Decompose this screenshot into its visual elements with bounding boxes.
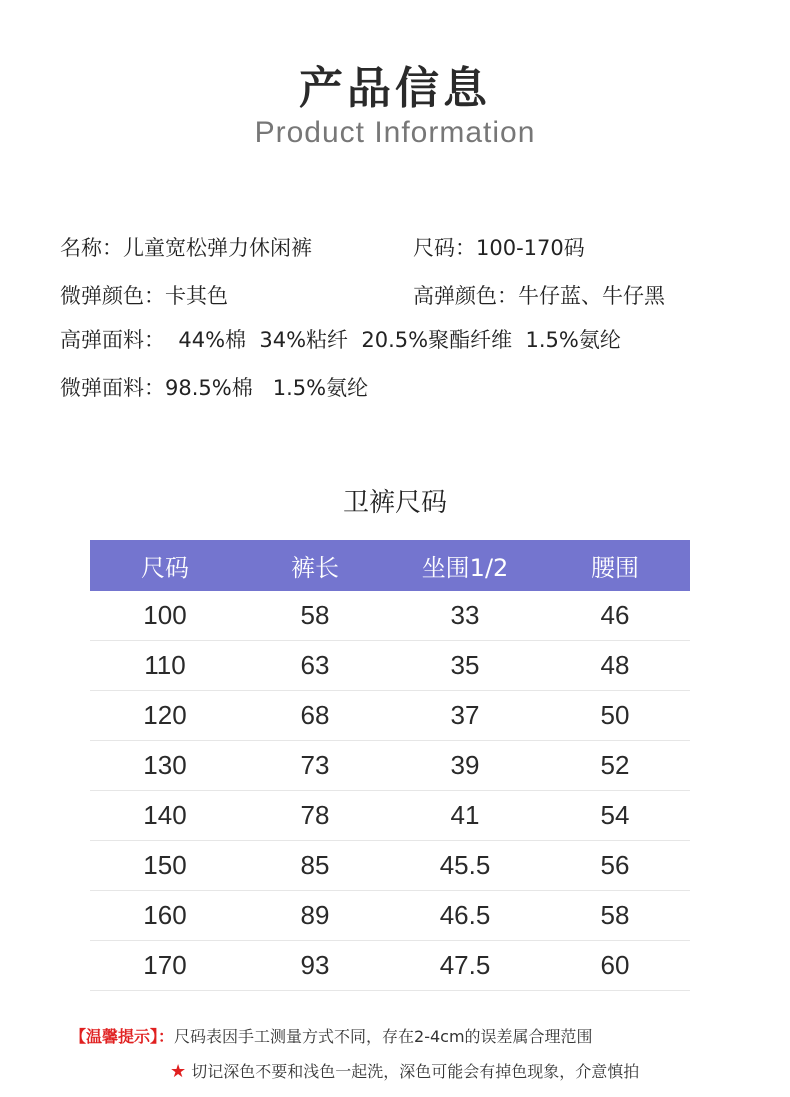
table-row (90, 841, 690, 891)
warm-tip-label: 【温馨提示】： (70, 1027, 175, 1046)
info-low-stretch-color: 微弹颜色：卡其色 (60, 284, 228, 308)
cell-waist: 54 (540, 791, 690, 841)
table-row (90, 691, 690, 741)
cell-size: 100 (90, 591, 240, 641)
cell-pants-length: 85 (240, 841, 390, 891)
cell-size: 140 (90, 791, 240, 841)
cell-half-hip: 37 (390, 691, 540, 741)
cell-waist: 50 (540, 691, 690, 741)
cell-waist: 58 (540, 891, 690, 941)
cell-waist: 52 (540, 741, 690, 791)
table-row (90, 641, 690, 691)
cell-pants-length: 89 (240, 891, 390, 941)
table-row (90, 591, 690, 641)
cell-pants-length: 73 (240, 741, 390, 791)
cell-waist: 56 (540, 841, 690, 891)
cell-waist: 48 (540, 641, 690, 691)
cell-size: 160 (90, 891, 240, 941)
cell-size: 130 (90, 741, 240, 791)
warm-tip (70, 1024, 593, 1047)
warm-tip-text: 尺码表因手工测量方式不同，存在2-4cm的误差属合理范围 (174, 1027, 593, 1046)
column-header: 裤长 (240, 540, 390, 591)
cell-size: 120 (90, 691, 240, 741)
column-header: 腰围 (540, 540, 690, 591)
cell-pants-length: 78 (240, 791, 390, 841)
cell-pants-length: 63 (240, 641, 390, 691)
size-table-header (90, 540, 690, 591)
table-row (90, 941, 690, 991)
info-low-stretch-fabric: 微弹面料：98.5%棉 1.5%氨纶 (60, 376, 369, 400)
table-row (90, 791, 690, 841)
cell-pants-length: 58 (240, 591, 390, 641)
size-table-title: 卫裤尺码 (342, 488, 447, 518)
table-row (90, 891, 690, 941)
column-header: 尺码 (90, 540, 240, 591)
cell-half-hip: 33 (390, 591, 540, 641)
cell-pants-length: 68 (240, 691, 390, 741)
cell-waist: 46 (540, 591, 690, 641)
cell-half-hip: 41 (390, 791, 540, 841)
info-high-stretch-fabric: 高弹面料： 44%棉 34%粘纤 20.5%聚酯纤维 1.5%氨纶 (60, 328, 621, 352)
wash-note (170, 1059, 639, 1082)
cell-half-hip: 46.5 (390, 891, 540, 941)
info-name: 名称：儿童宽松弹力休闲裤 (60, 236, 312, 260)
column-header: 坐围1/2 (390, 540, 540, 591)
wash-note-text: 切记深色不要和浅色一起洗，深色可能会有掉色现象，介意慎拍 (191, 1062, 640, 1081)
cell-pants-length: 93 (240, 941, 390, 991)
cell-half-hip: 45.5 (390, 841, 540, 891)
cell-size: 170 (90, 941, 240, 991)
cell-half-hip: 39 (390, 741, 540, 791)
page-title: 产品信息 (299, 63, 491, 114)
size-table (90, 540, 690, 991)
cell-size: 150 (90, 841, 240, 891)
cell-waist: 60 (540, 941, 690, 991)
info-size: 尺码：100-170码 (413, 236, 585, 260)
cell-half-hip: 47.5 (390, 941, 540, 991)
cell-size: 110 (90, 641, 240, 691)
cell-half-hip: 35 (390, 641, 540, 691)
info-high-stretch-color: 高弹颜色：牛仔蓝、牛仔黑 (413, 284, 665, 308)
table-row (90, 741, 690, 791)
page-subtitle: Product Information (254, 116, 536, 149)
star-icon: ★ (170, 1061, 187, 1082)
